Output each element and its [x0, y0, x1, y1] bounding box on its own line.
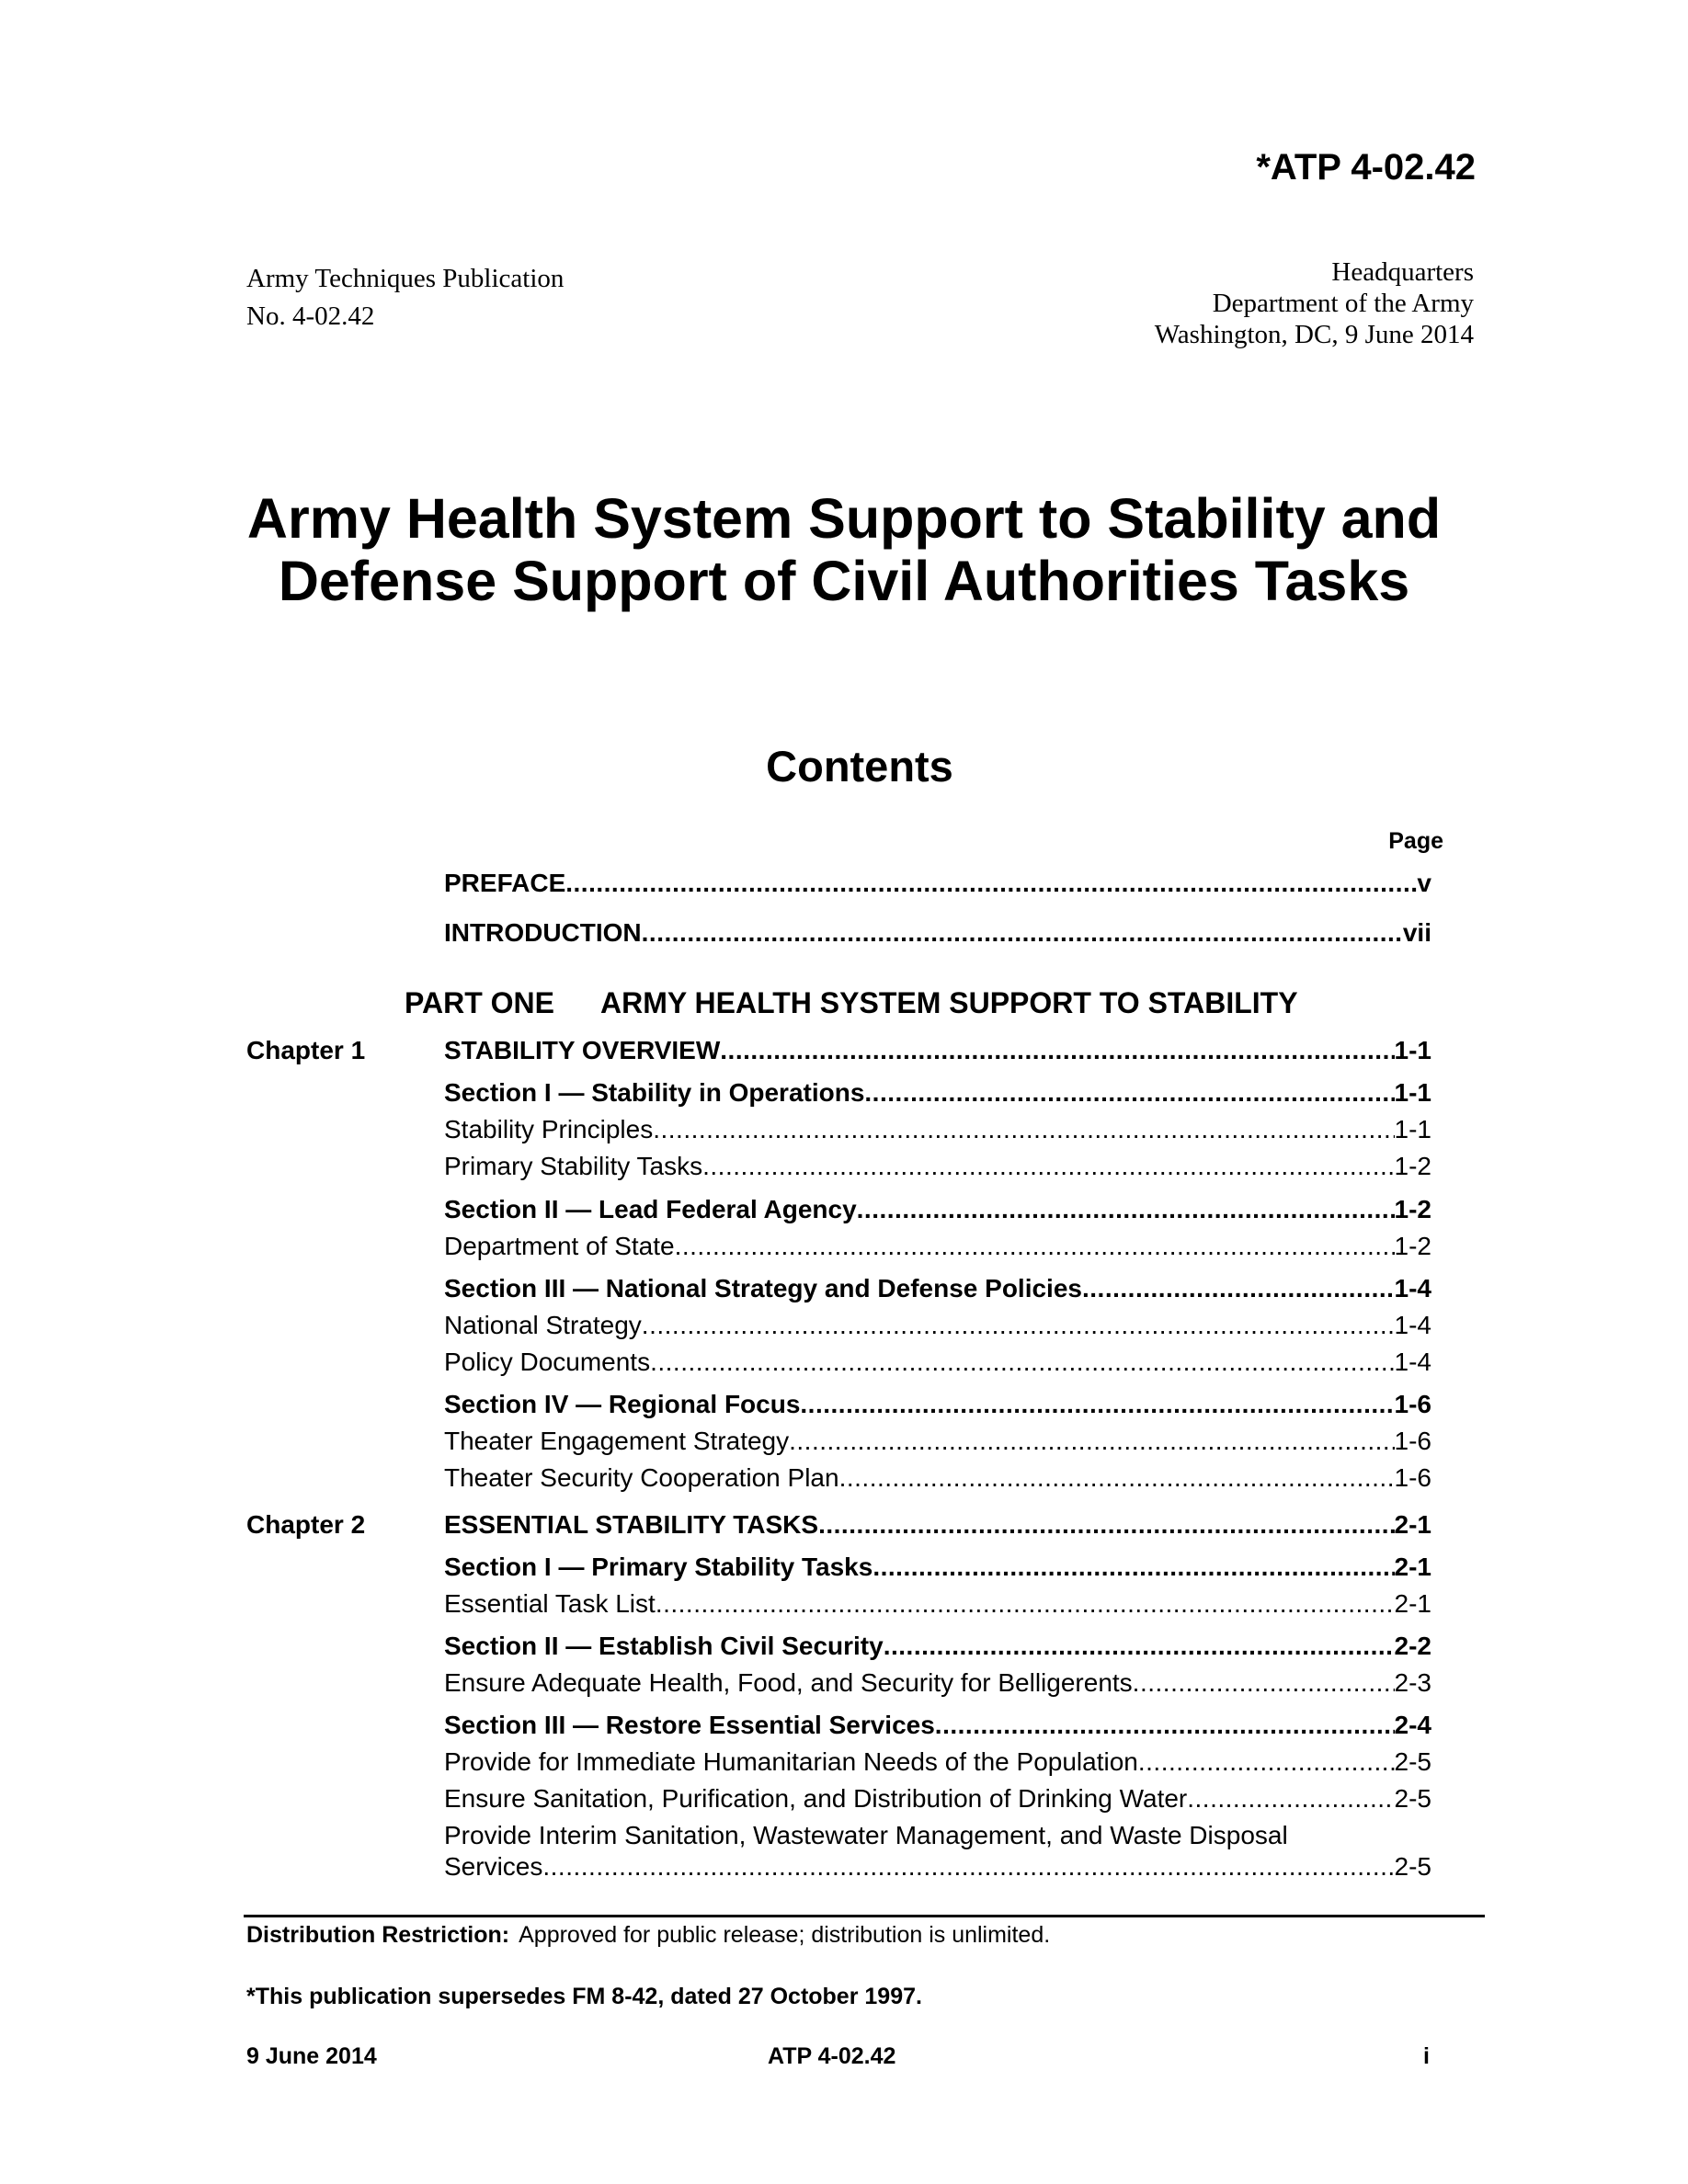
toc-item[interactable]	[444, 1348, 1431, 1377]
toc-entry-label: Stability Principles	[444, 1115, 654, 1143]
toc-section[interactable]	[444, 1195, 1431, 1224]
toc-entry-page: vii	[1402, 918, 1431, 947]
dot-leader	[650, 1348, 1394, 1377]
dot-leader	[1138, 1747, 1395, 1777]
toc-entry-label: Ensure Sanitation, Purification, and Distribution of Drinking Water	[444, 1784, 1188, 1813]
issuing-authority	[1155, 256, 1474, 350]
toc-entry-label: PREFACE	[444, 869, 566, 897]
toc-item[interactable]	[444, 1747, 1431, 1777]
authority-department: Department of the Army	[1212, 289, 1474, 318]
toc-entry-label: Ensure Adequate Health, Food, and Security for Belligerents	[444, 1668, 1133, 1697]
dot-leader	[1082, 1274, 1395, 1303]
toc-entry-label: Provide for Immediate Humanitarian Needs of the Population	[444, 1747, 1138, 1776]
toc-item[interactable]	[444, 1589, 1431, 1619]
dot-leader	[800, 1390, 1394, 1419]
toc-section[interactable]	[444, 1553, 1431, 1582]
toc-entry-page: 1-6	[1394, 1390, 1431, 1418]
toc-entry-page: 1-1	[1394, 1078, 1431, 1107]
toc-entry-page: 1-4	[1394, 1274, 1431, 1302]
toc-entry-page: 2-1	[1394, 1510, 1431, 1539]
publication-type: Army Techniques Publication	[246, 264, 565, 293]
document-title	[0, 487, 1688, 612]
dot-leader	[656, 1589, 1395, 1619]
toc-item[interactable]	[444, 1852, 1431, 1882]
dot-leader	[1133, 1668, 1395, 1698]
dot-leader	[642, 1311, 1395, 1340]
toc-entry-label: Theater Engagement Strategy	[444, 1427, 790, 1455]
toc-entry-page: 1-2	[1394, 1152, 1431, 1180]
document-id: *ATP 4-02.42	[1256, 147, 1476, 188]
toc-entry-page: 1-2	[1394, 1195, 1431, 1223]
toc-entry-label: Primary Stability Tasks	[444, 1152, 703, 1180]
title-line-1: Army Health System Support to Stability and	[246, 487, 1442, 550]
toc-entry-label: Department of State	[444, 1232, 675, 1260]
dot-leader	[702, 1152, 1394, 1181]
dot-leader	[642, 918, 1403, 948]
toc-entry-page: 2-1	[1394, 1553, 1431, 1581]
toc-item[interactable]	[444, 1152, 1431, 1181]
toc-entry-page: 1-4	[1394, 1348, 1431, 1376]
authority-headquarters: Headquarters	[1331, 257, 1474, 287]
dot-leader	[542, 1852, 1394, 1882]
toc-entry-chapter-2[interactable]	[444, 1510, 1431, 1540]
publication-info	[246, 260, 564, 336]
distribution-label: Distribution Restriction:	[246, 1922, 510, 1948]
toc-item[interactable]	[444, 1427, 1431, 1456]
dot-leader	[857, 1195, 1395, 1224]
toc-item[interactable]	[444, 1311, 1431, 1340]
toc-section[interactable]	[444, 1078, 1431, 1108]
dot-leader	[884, 1632, 1395, 1661]
dot-leader	[818, 1510, 1394, 1540]
footer-page-number: i	[1423, 2043, 1430, 2069]
toc-entry-label: ESSENTIAL STABILITY TASKS	[444, 1510, 819, 1539]
publication-number: No. 4-02.42	[246, 301, 375, 331]
toc-section[interactable]	[444, 1390, 1431, 1419]
toc-entry-page: 1-1	[1394, 1115, 1431, 1143]
toc-entry-preface[interactable]	[444, 869, 1431, 898]
dot-leader	[653, 1115, 1394, 1144]
toc-entry-page: 2-3	[1394, 1668, 1431, 1697]
toc-item[interactable]	[444, 1115, 1431, 1144]
toc-item[interactable]	[444, 1668, 1431, 1698]
dot-leader	[839, 1463, 1395, 1493]
toc-section[interactable]	[444, 1632, 1431, 1661]
toc-entry-label: Section II — Establish Civil Security	[444, 1632, 884, 1660]
toc-item[interactable]	[444, 1232, 1431, 1261]
toc-entry-page: 2-4	[1394, 1711, 1431, 1739]
toc-entry-page: 2-5	[1394, 1852, 1431, 1881]
authority-location-date: Washington, DC, 9 June 2014	[1154, 320, 1474, 349]
toc-item[interactable]	[444, 1784, 1431, 1814]
part-heading	[405, 986, 1298, 1020]
dot-leader	[565, 869, 1417, 898]
toc-entry-label: Section III — Restore Essential Services	[444, 1711, 935, 1739]
toc-entry-label: Services	[444, 1852, 543, 1881]
toc-section[interactable]	[444, 1711, 1431, 1740]
toc-entry-label: Section I — Stability in Operations	[444, 1078, 865, 1107]
toc-entry-label: National Strategy	[444, 1311, 642, 1339]
toc-entry-label: Section I — Primary Stability Tasks	[444, 1553, 873, 1581]
chapter-label: Chapter 1	[246, 1036, 366, 1064]
toc-entry-page: 1-2	[1394, 1232, 1431, 1260]
toc-entry-label: Essential Task List	[444, 1589, 656, 1618]
toc-entry-page: 1-6	[1394, 1427, 1431, 1455]
part-number: PART ONE	[405, 986, 554, 1019]
part-title: ARMY HEALTH SYSTEM SUPPORT TO STABILITY	[599, 986, 1298, 1019]
page-column-label: Page	[1388, 828, 1443, 854]
toc-entry-label: STABILITY OVERVIEW	[444, 1036, 721, 1064]
distribution-text: Approved for public release; distribution is unlimited.	[519, 1922, 1051, 1948]
footer-doc-id: ATP 4-02.42	[768, 2043, 896, 2069]
toc-entry-label: Section II — Lead Federal Agency	[444, 1195, 857, 1223]
dot-leader	[789, 1427, 1394, 1456]
toc-entry-page: 2-2	[1394, 1632, 1431, 1660]
toc-entry-label: Policy Documents	[444, 1348, 651, 1376]
toc-entry-label: Section III — National Strategy and Defense Policies	[444, 1274, 1082, 1302]
toc-entry-label: INTRODUCTION	[444, 918, 642, 947]
dot-leader	[864, 1078, 1394, 1108]
toc-entry-chapter-1[interactable]	[444, 1036, 1431, 1065]
toc-entry-page: 2-5	[1394, 1784, 1431, 1813]
dot-leader	[935, 1711, 1395, 1740]
toc-entry-page: 1-1	[1394, 1036, 1431, 1064]
toc-entry-page: v	[1417, 869, 1431, 897]
toc-entry-label: Section IV — Regional Focus	[444, 1390, 801, 1418]
chapter-label: Chapter 2	[246, 1510, 366, 1539]
toc-entry-label: Theater Security Cooperation Plan	[444, 1463, 839, 1492]
toc-section[interactable]	[444, 1274, 1431, 1303]
toc-item[interactable]	[444, 1463, 1431, 1493]
toc-entry-page: 1-6	[1394, 1463, 1431, 1492]
supersedes-notice: *This publication supersedes FM 8-42, dated 27 October 1997.	[246, 1984, 922, 2009]
toc-entry-page: 1-4	[1394, 1311, 1431, 1339]
toc-entry-page: 2-5	[1394, 1747, 1431, 1776]
distribution-restriction	[246, 1922, 1050, 1949]
contents-heading: Contents	[766, 742, 953, 791]
dot-leader	[873, 1553, 1394, 1582]
dot-leader	[675, 1232, 1395, 1261]
footer-date: 9 June 2014	[246, 2043, 377, 2069]
toc-entry-introduction[interactable]	[444, 918, 1431, 948]
divider	[244, 1915, 1485, 1917]
dot-leader	[1187, 1784, 1394, 1814]
dot-leader	[720, 1036, 1394, 1065]
toc-item-wrapped-line[interactable]: Provide Interim Sanitation, Wastewater Management, and Waste Disposal	[444, 1821, 1288, 1849]
toc-entry-page: 2-1	[1394, 1589, 1431, 1618]
title-line-2: Defense Support of Civil Authorities Tasks	[278, 550, 1410, 612]
